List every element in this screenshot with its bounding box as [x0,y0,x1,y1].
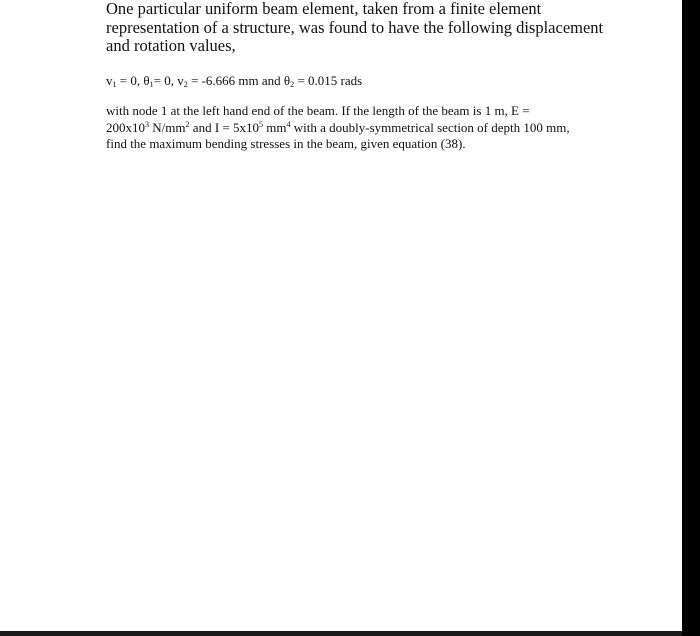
bottom-edge-border [0,631,682,636]
elastic-modulus-base: 200x10 [106,119,145,135]
v1-symbol: v [106,73,113,88]
question-line-3: find the maximum bending stresses in the beam, given equation (38). [106,136,466,151]
inertia-exponent: 5 [258,120,264,130]
theta2-subscript: 2 [290,80,295,90]
v1-subscript: 1 [112,80,117,90]
elastic-modulus-exponent: 3 [145,120,150,130]
intro-line-1: One particular uniform beam element, taken from a finite element [106,0,542,18]
theta1-subscript: 1 [149,80,154,90]
v2-subscript: 2 [183,80,188,90]
section-description: with a doubly-symmetrical section of depth 100 mm, [290,119,570,135]
elastic-modulus-unit-exponent: 2 [185,120,190,130]
elastic-modulus-unit: N/mm [149,119,186,135]
theta1-symbol: θ [143,73,150,88]
intro-line-3: and rotation values, [106,36,236,55]
v2-symbol: v [177,73,184,88]
theta1-value: = 0, [153,73,178,88]
displacement-values-line [106,72,362,90]
v2-value: = -6.666 mm and [187,73,284,88]
intro-line-2: representation of a structure, was found to have the following displacement [106,17,604,37]
v1-value: = 0, [116,73,144,88]
theta2-symbol: θ [283,73,291,88]
right-edge-border [682,0,700,636]
theta2-value: = 0.015 rads [294,73,363,88]
inertia-base: and I = 5x10 [189,119,259,135]
inertia-unit: mm [263,119,287,135]
question-paragraph [106,103,606,153]
question-line-1: with node 1 at the left hand end of the beam. If the length of the beam is 1 m, E = [106,103,530,118]
inertia-unit-exponent: 4 [286,120,291,130]
problem-intro-paragraph [106,0,626,56]
